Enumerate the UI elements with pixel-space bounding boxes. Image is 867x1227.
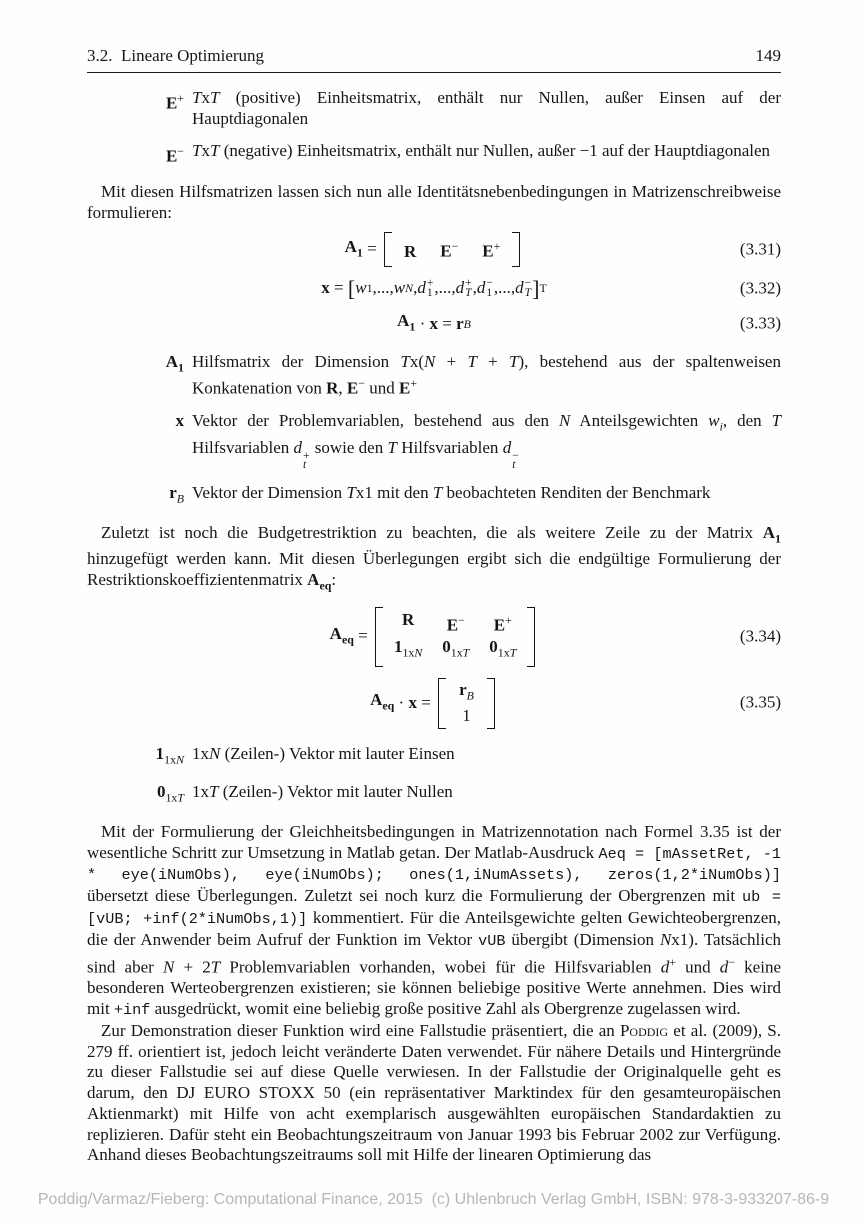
definition-item-zeros-vector bbox=[87, 782, 781, 808]
definition-list-row-vectors bbox=[87, 744, 781, 808]
definition-item-rb bbox=[87, 483, 781, 509]
paragraph-matlab-implementation: Mit der Formulierung der Gleichheitsbedingungen in Matrizennotation nach Formel 3.35 ist der wesentliche Schritt zur Umsetzung in Matlab getan. Der Matlab-Ausdruck Aeq = [mAssetRet, -1 * eye(iNumObs), eye(iNumObs); ones(1,iNumAssets), zeros(1,2*iNumObs)] übersetzt diese Überlegungen. Zuletzt sei noch kurz die Formulierung der Obergrenzen mit ub = [vUB; +inf(2*iNumObs,1)] kommentiert. Für die Anteilsgewichte gelten Gewichteobergrenzen, die der Anwender beim Aufruf der Funktion im Vektor vUB übergibt (Dimension Nx1). Tatsächlich sind aber N + 2T Problemvariablen vorhanden, wobei für die Hilfsvariablen d+ und d− keine besonderen Werteobergrenzen existieren; sie können beliebige positive Werte annehmen. Dies wird mit +inf ausgedrückt, womit eine beliebig große positive Zahl als Obergrenze zugelassen wird. bbox=[87, 821, 782, 1019]
definition-item-e-minus bbox=[87, 141, 781, 167]
definition-list-a1-x-rb bbox=[87, 352, 781, 509]
page-header bbox=[87, 46, 781, 73]
paragraph-case-study: Zur Demonstration dieser Funktion wird eine Fallstudie präsentiert, die an Poddig et al. (2009), S. 279 ff. orientiert ist, jedoch leicht veränderte Daten verwendet. Für nähere Details und Hintergründe zu dieser Fallstudie sei auf diese Quelle verwiesen. In der Fallstudie der Originalquelle geht es darum, den DJ EURO STOXX 50 (ein repräsentativer Marktindex für den gesamteuropäischen Aktienmarkt) mit Hilfe von acht exemplarisch ausgewählten europäischen Standardaktien zu replizieren. Dafür steht ein Beobachtungszeitraum von Januar 1993 bis Februar 2002 zur Verfügung. Anhand dieses Beobachtungszeitraums soll mit Hilfe der linearen Optimierung das bbox=[87, 1020, 781, 1165]
equation-3-35-body: $A_{eq}$ · x = $r_B$ 1 bbox=[370, 678, 498, 729]
definition-desc-e-plus: TxT (positive) Einheitsmatrix, enthält nur Nullen, außer Einsen auf der Hauptdiagonalen bbox=[192, 87, 781, 128]
definition-term-zeros-vector: $0_{1xT}$ bbox=[156, 781, 184, 805]
definition-term-x: x bbox=[175, 411, 184, 431]
definition-item-ones-vector bbox=[87, 744, 781, 770]
equation-3-31-body: $A_1$ = R E− E+ bbox=[345, 232, 524, 266]
paragraph-budget-restriction: Zuletzt ist noch die Budgetrestriktion zu beachten, die als weitere Zeile zu der Matrix $A_1$ hinzugefügt werden kann. Mit diesen Überlegungen ergibt sich die endgültige Formulierung der Restriktionskoeffizientenmatrix $A_{eq}$: bbox=[87, 522, 781, 593]
definition-item-a1 bbox=[87, 352, 781, 399]
page-number: 149 bbox=[755, 46, 781, 65]
equation-3-31-number: (3.31) bbox=[739, 239, 781, 259]
definition-desc-x: Vektor der Problemvariablen, bestehend aus den N Anteilsgewichten $w_i$, den T Hilfsvariablen d + t sowie den T Hilfsvariablen d − t bbox=[192, 411, 782, 472]
equation-3-34 bbox=[87, 607, 781, 667]
definition-desc-a1: Hilfsmatrix der Dimension Tx(N + T + T), bestehend aus der spaltenweisen Konkatenation von R, E− und E+ bbox=[192, 352, 781, 398]
equation-3-32-number: (3.32) bbox=[739, 278, 781, 298]
definition-item-e-plus bbox=[87, 88, 781, 130]
equation-3-35-number: (3.35) bbox=[739, 692, 781, 712]
definition-term-a1: $A_1$ bbox=[165, 352, 184, 375]
equation-3-33-body: $A_1$ · x = r B bbox=[397, 310, 471, 334]
definition-desc-zeros-vector: 1xT (Zeilen-) Vektor mit lauter Nullen bbox=[192, 781, 453, 801]
definition-item-x bbox=[87, 411, 781, 470]
definition-desc-ones-vector: 1xN (Zeilen-) Vektor mit lauter Einsen bbox=[192, 743, 455, 763]
definition-term-e-plus: E+ bbox=[165, 90, 184, 113]
definition-term-rb: $r_B$ bbox=[169, 482, 184, 505]
definition-term-ones-vector: $1_{1xN}$ bbox=[155, 743, 184, 766]
copyright-footer: Poddig/Varmaz/Fieberg: Computational Finance, 2015 (c) Uhlenbruch Verlag GmbH, ISBN: 978-3-933207-86-9 bbox=[37, 1191, 830, 1209]
definition-term-e-minus: E− bbox=[165, 144, 184, 167]
definition-desc-rb: Vektor der Dimension Tx1 mit den T beobachteten Renditen der Benchmark bbox=[192, 482, 711, 502]
equation-3-34-body: $A_{eq}$ = R E− E+ $1_{1xN}$ $0_{1xT}$ $0_{1xT}$ bbox=[330, 607, 539, 667]
equation-3-32-body: x = [ w 1 ,..., w N , d + 1 ,..., d + T , d − 1 ,..., d − T ] T bbox=[321, 275, 547, 301]
definition-list-unit-matrices bbox=[87, 88, 781, 168]
equation-3-32 bbox=[87, 276, 781, 302]
equation-3-33-number: (3.33) bbox=[739, 313, 781, 333]
equation-3-35 bbox=[87, 678, 781, 729]
running-section-title: 3.2. Lineare Optimierung bbox=[87, 46, 265, 65]
paragraph-identity-conditions: Mit diesen Hilfsmatrizen lassen sich nun alle Identitätsnebenbedingungen in Matrizenschreibweise formulieren: bbox=[87, 181, 781, 222]
definition-desc-e-minus: TxT (negative) Einheitsmatrix, enthält nur Nullen, außer −1 auf der Hauptdiagonalen bbox=[192, 141, 771, 161]
equation-3-34-number: (3.34) bbox=[739, 626, 781, 646]
equation-3-33 bbox=[87, 311, 781, 337]
equation-3-31 bbox=[87, 232, 781, 266]
